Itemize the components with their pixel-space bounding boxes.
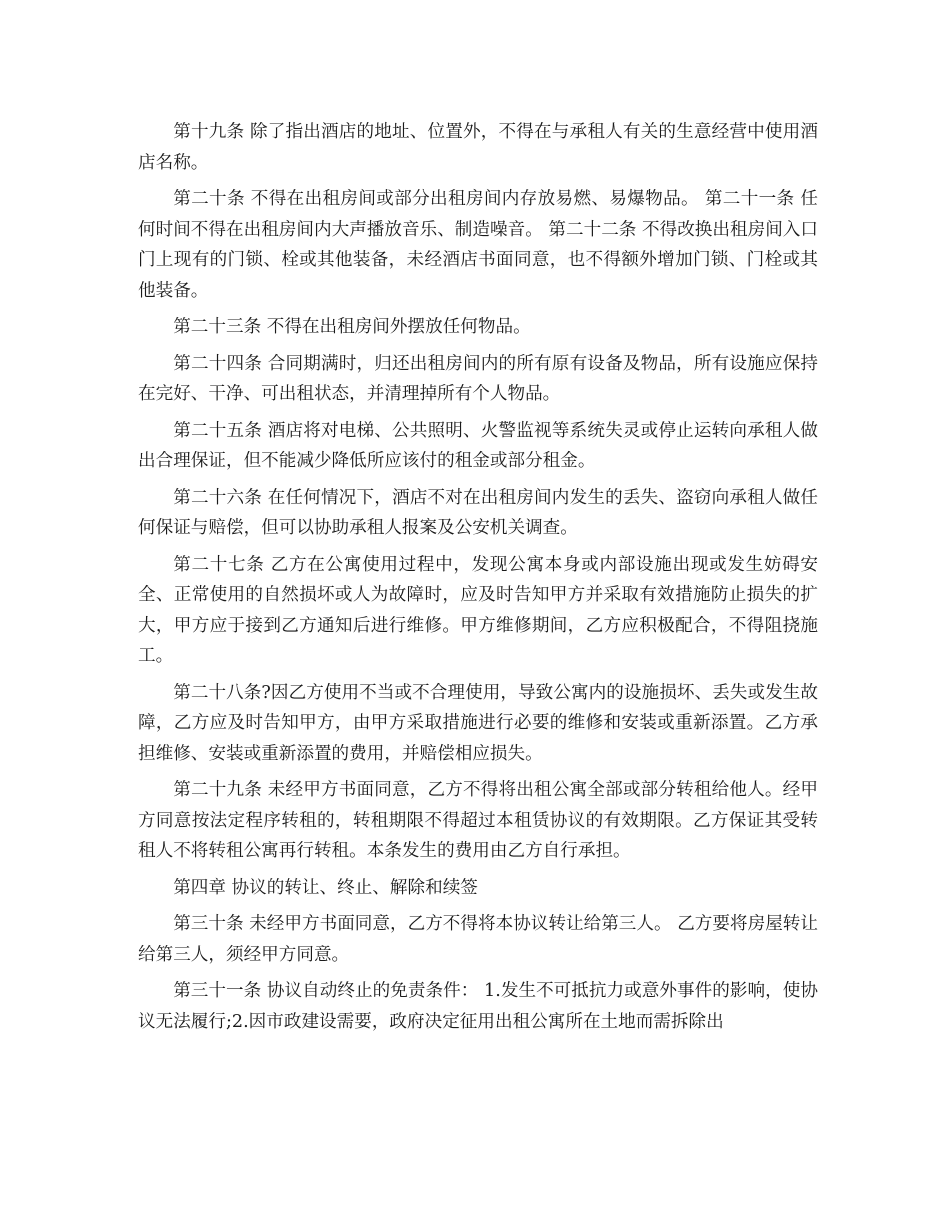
clause-27: 第二十七条 乙方在公寓使用过程中，发现公寓本身或内部设施出现或发生妨碍安全、正常使用的自然损坏或人为故障时，应及时告知甲方并采取有效措施防止损失的扩大，甲方应于接到乙方通知后进行维修。甲方维修期间，乙方应积极配合，不得阻挠施工。 [138, 554, 818, 666]
clause-31: 第三十一条 协议自动终止的免责条件： 1.发生不可抵抗力或意外事件的影响，使协议无法履行;2.因市政建设需要，政府决定征用出租公寓所在土地而需拆除出 [138, 981, 818, 1032]
clause-19: 第十九条 除了指出酒店的地址、位置外，不得在与承租人有关的生意经营中使用酒店名称。 [138, 122, 818, 173]
clause-26: 第二十六条 在任何情况下，酒店不对在出租房间内发生的丢失、盗窃向承租人做任何保证与赔偿，但可以协助承租人报案及公安机关调查。 [138, 487, 818, 538]
document-body [138, 117, 818, 1043]
chapter-4-heading: 第四章 协议的转让、终止、解除和续签 [173, 877, 478, 898]
clause-24: 第二十四条 合同期满时，归还出租房间内的所有原有设备及物品，所有设施应保持在完好、干净、可出租状态，并清理掉所有个人物品。 [138, 353, 818, 404]
clause-29: 第二十九条 未经甲方书面同意，乙方不得将出租公寓全部或部分转租给他人。经甲方同意按法定程序转租的，转租期限不得超过本租赁协议的有效期限。乙方保证其受转租人不将转租公寓再行转租。本条发生的费用由乙方自行承担。 [138, 780, 818, 861]
clause-30: 第三十条 未经甲方书面同意，乙方不得将本协议转让给第三人。 乙方要将房屋转让给第三人，须经甲方同意。 [138, 914, 818, 965]
clause-20-22: 第二十条 不得在出租房间或部分出租房间内存放易燃、易爆物品。 第二十一条 任何时间不得在出租房间内大声播放音乐、制造噪音。 第二十二条 不得改换出租房间入口门上现有的门锁、栓或其他装备，未经酒店书面同意，也不得额外增加门锁、门栓或其他装备。 [138, 189, 818, 301]
clause-28: 第二十八条?因乙方使用不当或不合理使用，导致公寓内的设施损坏、丢失或发生故障，乙方应及时告知甲方，由甲方采取措施进行必要的维修和安装或重新添置。乙方承担维修、安装或重新添置的费用，并赔偿相应损失。 [138, 682, 818, 764]
clause-25: 第二十五条 酒店将对电梯、公共照明、火警监视等系统失灵或停止运转向承租人做出合理保证，但不能减少降低所应该付的租金或部分租金。 [138, 420, 818, 471]
clause-23: 第二十三条 不得在出租房间外摆放任何物品。 [173, 317, 531, 337]
